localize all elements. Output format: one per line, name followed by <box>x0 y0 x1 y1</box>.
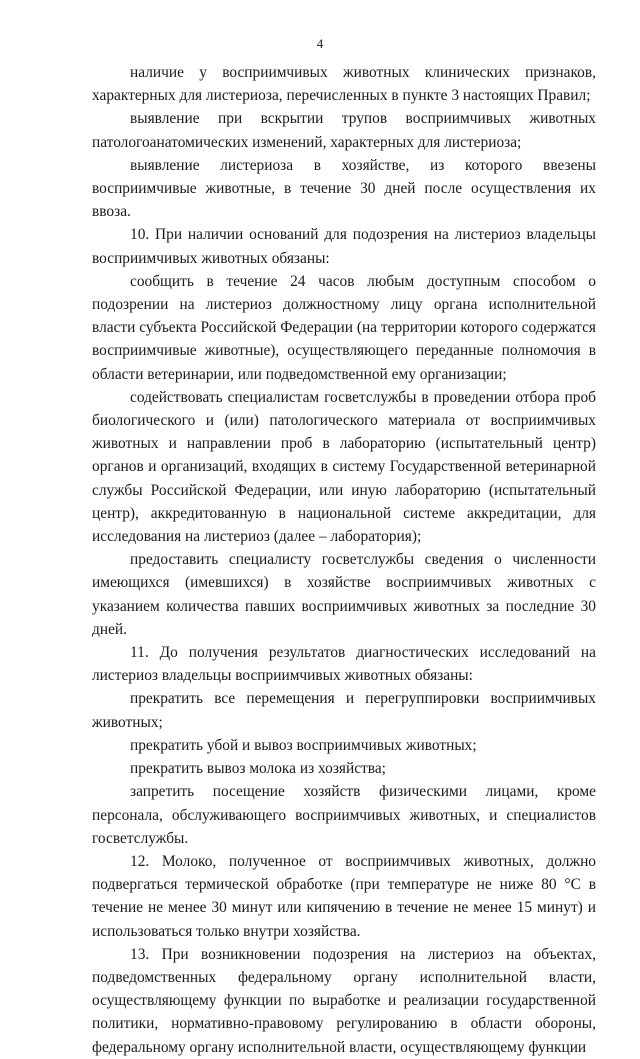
paragraph-provide-counts: предоставить специалисту госветслужбы сведения о численности имеющихся (имевшихся) в хозяйстве восприимчивых животных с указанием количества павших восприимчивых животных за последние 30 дней. <box>92 551 596 638</box>
paragraph-section-12: 12. Молоко, полученное от восприимчивых животных, должно подвергаться термической обработке (при температуре не ниже 80 °C в течение не менее 30 минут или кипячению в течение не менее 15 минут) и использоваться только внутри хозяйства. <box>92 852 596 940</box>
paragraph-stop-slaughter: прекратить убой и вывоз восприимчивых животных; <box>130 736 477 754</box>
paragraph-section-10: 10. При наличии оснований для подозрения на листериоз владельцы восприимчивых животных обязаны: <box>92 226 596 267</box>
paragraph-notify-official: сообщить в течение 24 часов любым доступным способом о подозрении на листериоз должностному лицу органа исполнительной власти субъекта Российской Федерации (на территории которого содержатся восприимчивые животные), осуществляющего переданные полномочия в области ветеринарии, или подведомственной ему организации; <box>92 272 596 383</box>
page-number: 4 <box>316 36 324 51</box>
paragraph-autopsy-findings: выявление при вскрытии трупов восприимчивых животных патологоанатомических изменений, характерных для листериоза; <box>92 110 596 151</box>
paragraph-assist-sampling: содействовать специалистам госветслужбы в проведении отбора проб биологического и (или) патологического материала от восприимчивых животных и направлении проб в лабораторию (испытательный центр) органов и организаций, входящих в систему Государственной ветеринарной службы Российской Федерации, или иную лабораторию (испытательный центр), аккредитованную в национальной системе аккредитации, для исследования на листериоз (далее – лаборатория); <box>92 388 596 546</box>
paragraph-stop-milk-export: прекратить вывоз молока из хозяйства; <box>130 760 386 778</box>
paragraph-section-11: 11. До получения результатов диагностических исследований на листериоз владельцы восприимчивых животных обязаны: <box>92 644 596 685</box>
paragraph-clinical-signs: наличие у восприимчивых животных клинических признаков, характерных для листериоза, перечисленных в пункте 3 настоящих Правил; <box>92 64 596 105</box>
paragraph-stop-movements: прекратить все перемещения и перегруппировки восприимчивых животных; <box>92 690 596 731</box>
paragraph-section-13: 13. При возникновении подозрения на листериоз на объектах, подведомственных федеральному органу исполнительной власти, осуществляющему функции по выработке и реализации государственной политики, нормативно-правовому регулированию в области обороны, федеральному органу исполнительной власти, осуществляющему функции <box>92 945 596 1056</box>
document-body <box>92 61 596 1059</box>
paragraph-ban-visits: запретить посещение хозяйств физическими лицами, кроме персонала, обслуживающего восприимчивых животных, и специалистов госветслужбы. <box>92 783 596 847</box>
paragraph-source-farm: выявление листериоза в хозяйстве, из которого ввезены восприимчивые животные, в течение 30 дней после осуществления их ввоза. <box>92 156 596 221</box>
